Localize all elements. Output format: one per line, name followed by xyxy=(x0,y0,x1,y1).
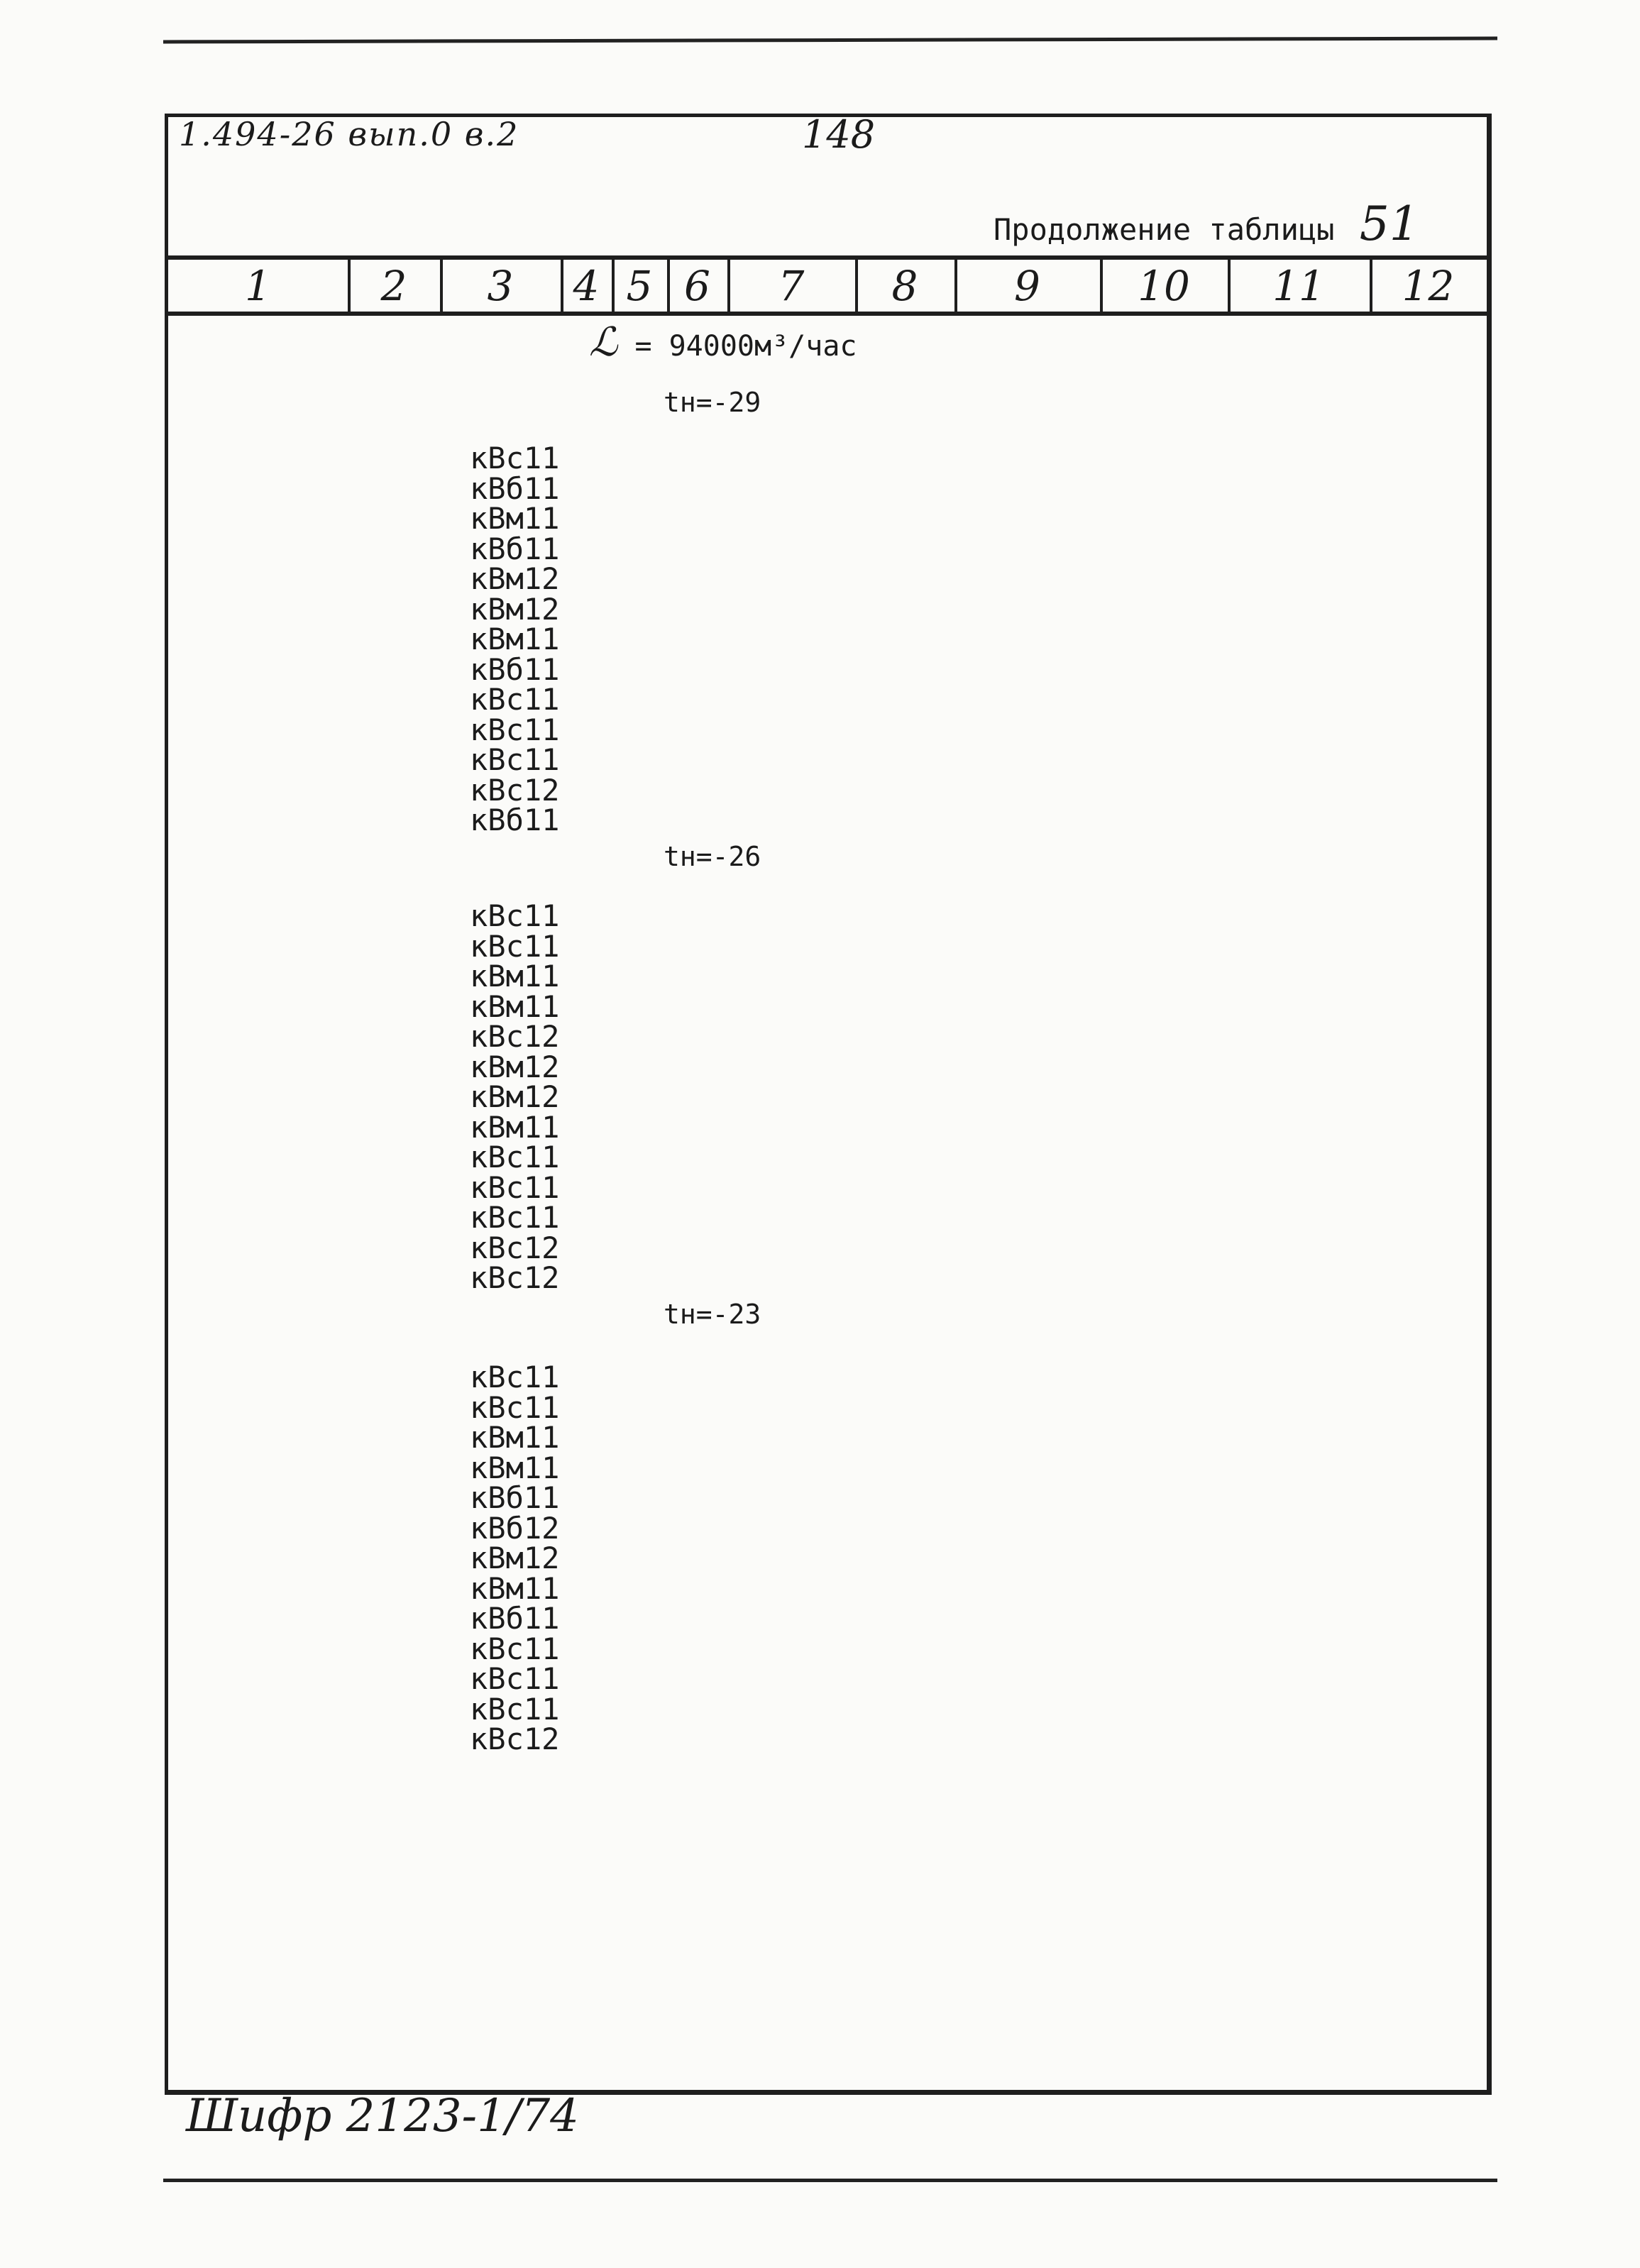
cell-col-3: кВс11 xyxy=(470,1661,560,1696)
cell-col-3: кВс11 xyxy=(470,1360,560,1394)
cell-col-3: кВб12 xyxy=(470,1510,560,1546)
section-title: tн=-23 xyxy=(664,1299,761,1330)
cell-col-3: кВб11 xyxy=(470,651,560,687)
column-header-7: 7 xyxy=(778,261,805,310)
column-header-3: 3 xyxy=(487,261,514,310)
column-separator xyxy=(612,260,615,312)
cell-col-3: кВс12 xyxy=(470,772,560,808)
column-header-11: 11 xyxy=(1272,261,1325,310)
cell-col-3: кВб11 xyxy=(470,803,560,837)
signature-code: Шифр 2123-1/74 xyxy=(186,2090,579,2142)
cell-col-3: кВс11 xyxy=(470,1200,560,1235)
bottom-rule xyxy=(163,2179,1497,2182)
column-separator xyxy=(855,260,858,312)
table-caption xyxy=(994,197,1419,251)
cell-col-3: кВм11 xyxy=(470,959,560,993)
cell-col-3: кВм11 xyxy=(470,622,560,656)
cell-col-3: кВм12 xyxy=(470,561,560,596)
column-separator xyxy=(561,260,563,312)
cell-col-3: кВм12 xyxy=(470,591,560,627)
column-header-12: 12 xyxy=(1402,261,1455,310)
cell-col-3: кВс11 xyxy=(470,712,560,747)
page-frame xyxy=(165,114,1492,2095)
cell-col-3: кВб11 xyxy=(470,470,560,506)
document-code: 1.494-26 вып.0 в.2 xyxy=(179,115,519,153)
cell-col-3: кВс11 xyxy=(470,682,560,717)
cell-col-3: кВм11 xyxy=(470,989,560,1024)
cell-col-3: кВс11 xyxy=(470,742,560,777)
column-separator xyxy=(1370,260,1372,312)
section-title: tн=-29 xyxy=(664,387,761,418)
cell-col-3: кВм11 xyxy=(470,501,560,536)
table-number: 51 xyxy=(1359,197,1419,251)
cell-col-3: кВс11 xyxy=(470,1691,560,1727)
cell-col-3: кВб11 xyxy=(470,531,560,566)
cell-col-3: кВм12 xyxy=(470,1049,560,1084)
column-header-9: 9 xyxy=(1014,261,1040,310)
page-number: 148 xyxy=(802,112,876,157)
cell-col-3: кВс12 xyxy=(470,1722,560,1756)
cell-col-3: кВм11 xyxy=(470,1450,560,1485)
cell-col-3: кВс12 xyxy=(470,1260,560,1295)
column-separator xyxy=(667,260,670,312)
cell-col-3: кВс11 xyxy=(470,928,560,964)
column-separator xyxy=(440,260,443,312)
cell-col-3: кВм11 xyxy=(470,1109,560,1145)
cell-col-3: кВм12 xyxy=(470,1541,560,1575)
column-header-10: 10 xyxy=(1138,261,1190,310)
column-header-row xyxy=(168,255,1487,316)
column-header-1: 1 xyxy=(245,261,271,310)
cell-col-3: кВс12 xyxy=(470,1019,560,1054)
cell-col-3: кВб11 xyxy=(470,1480,560,1515)
column-header-8: 8 xyxy=(891,261,918,310)
column-header-6: 6 xyxy=(684,261,710,310)
column-header-2: 2 xyxy=(380,261,407,310)
cell-col-3: кВс11 xyxy=(470,1169,560,1205)
column-separator xyxy=(1100,260,1103,312)
cell-col-3: кВм12 xyxy=(470,1079,560,1114)
cell-col-3: кВс11 xyxy=(470,898,560,933)
flow-rate-label: = 94000м³/час xyxy=(634,330,857,363)
flow-symbol: ℒ xyxy=(589,319,618,365)
cell-col-3: кВс11 xyxy=(470,1631,560,1666)
top-rule xyxy=(163,37,1497,44)
cell-col-3: кВм11 xyxy=(470,1420,560,1455)
cell-col-3: кВм11 xyxy=(470,1570,560,1606)
column-header-4: 4 xyxy=(573,261,600,310)
column-separator xyxy=(954,260,957,312)
flow-rate-title xyxy=(589,319,857,365)
cell-col-3: кВс12 xyxy=(470,1230,560,1265)
column-separator xyxy=(1228,260,1231,312)
cell-col-3: кВс11 xyxy=(470,1140,560,1174)
cell-col-3: кВс11 xyxy=(470,1389,560,1425)
cell-col-3: кВб11 xyxy=(470,1601,560,1636)
cell-col-3: кВс11 xyxy=(470,441,560,475)
continuation-label: Продолжение таблицы xyxy=(994,212,1335,247)
section-title: tн=-26 xyxy=(664,841,761,872)
column-separator xyxy=(727,260,730,312)
column-separator xyxy=(348,260,351,312)
column-header-5: 5 xyxy=(626,261,653,310)
